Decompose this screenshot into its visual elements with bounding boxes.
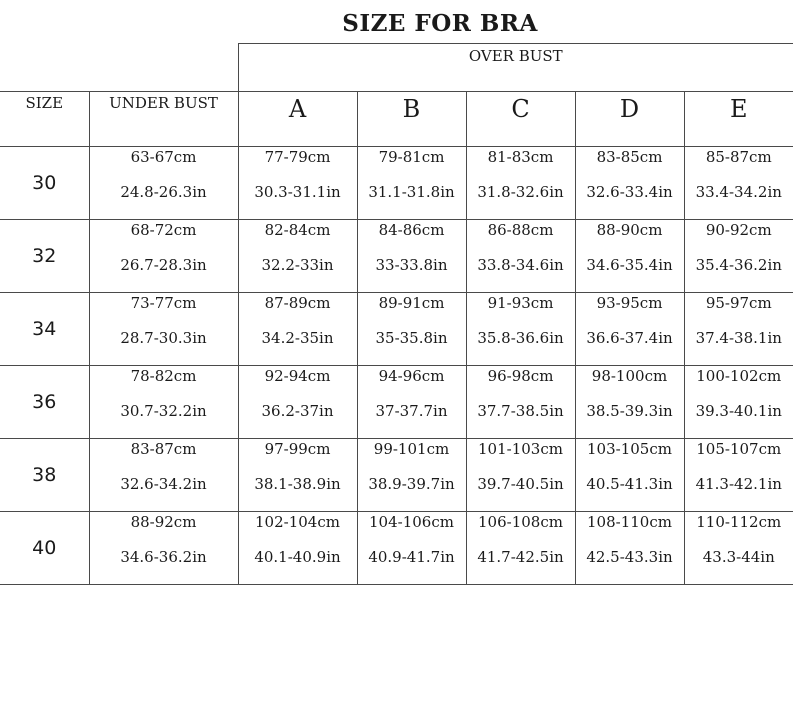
cm-value: 73-77cm [130,294,197,312]
inch-value: 30.3-31.1in [254,183,341,201]
cup-c-cell [466,439,575,512]
cm-value: 103-105cm [587,440,672,458]
inch-value: 43.3-44in [702,548,775,566]
cup-e-cell [684,366,793,439]
cup-header-c: C [466,92,575,147]
cm-value: 108-110cm [587,513,672,531]
over-bust-header-row [0,44,793,92]
under-bust-cell [89,512,238,585]
cm-value: 88-92cm [130,513,197,531]
cm-value: 68-72cm [130,221,197,239]
under-bust-cell [89,220,238,293]
cm-value: 78-82cm [130,367,197,385]
inch-value: 32.6-34.2in [120,475,207,493]
under-bust-cell [89,147,238,220]
cup-d-cell [575,439,684,512]
cup-header-a: A [238,92,357,147]
table-row [0,220,793,293]
cup-e-cell [684,512,793,585]
size-cell: 30 [0,147,89,220]
column-header-row [0,92,793,147]
size-cell: 38 [0,439,89,512]
cup-header-e: E [684,92,793,147]
table-row [0,293,793,366]
cm-value: 85-87cm [705,148,772,166]
cm-value: 100-102cm [696,367,782,385]
cm-value: 96-98cm [487,367,554,385]
cup-d-cell [575,220,684,293]
inch-value: 38.9-39.7in [368,475,455,493]
cm-value: 88-90cm [596,221,663,239]
cm-value: 90-92cm [705,221,772,239]
inch-value: 34.2-35in [261,329,334,347]
inch-value: 33.8-34.6in [477,256,564,274]
cm-value: 99-101cm [373,440,450,458]
empty-corner-cell [0,44,238,92]
inch-value: 32.6-33.4in [586,183,673,201]
bra-size-table [0,43,793,585]
cm-value: 97-99cm [264,440,331,458]
cup-e-cell [684,147,793,220]
inch-value: 37-37.7in [375,402,448,420]
cm-value: 95-97cm [705,294,772,312]
cm-value: 79-81cm [378,148,445,166]
inch-value: 28.7-30.3in [120,329,207,347]
cm-value: 102-104cm [255,513,340,531]
inch-value: 30.7-32.2in [120,402,207,420]
cm-value: 82-84cm [264,221,331,239]
cup-c-cell [466,293,575,366]
cm-value: 105-107cm [696,440,782,458]
cup-b-cell [357,512,466,585]
inch-value: 35.4-36.2in [695,256,782,274]
cup-a-cell [238,220,357,293]
cup-a-cell [238,366,357,439]
under-bust-cell [89,439,238,512]
cm-value: 81-83cm [487,148,554,166]
cup-e-cell [684,439,793,512]
under-bust-cell [89,293,238,366]
cup-d-cell [575,293,684,366]
inch-value: 41.7-42.5in [477,548,564,566]
cup-d-cell [575,512,684,585]
under-bust-header: UNDER BUST [89,92,238,147]
cm-value: 83-87cm [130,440,197,458]
cup-b-cell [357,366,466,439]
cm-value: 94-96cm [378,367,445,385]
cup-d-cell [575,366,684,439]
inch-value: 33-33.8in [375,256,448,274]
cup-a-cell [238,147,357,220]
size-cell: 36 [0,366,89,439]
table-row [0,147,793,220]
cm-value: 89-91cm [378,294,445,312]
inch-value: 24.8-26.3in [120,183,207,201]
size-cell: 34 [0,293,89,366]
inch-value: 36.2-37in [261,402,334,420]
cup-c-cell [466,147,575,220]
cup-a-cell [238,512,357,585]
cup-b-cell [357,293,466,366]
inch-value: 35-35.8in [375,329,448,347]
inch-value: 40.9-41.7in [368,548,455,566]
cm-value: 98-100cm [591,367,668,385]
cm-value: 92-94cm [264,367,331,385]
cup-b-cell [357,439,466,512]
inch-value: 34.6-36.2in [120,548,207,566]
cup-e-cell [684,293,793,366]
cm-value: 91-93cm [487,294,554,312]
size-cell: 32 [0,220,89,293]
inch-value: 41.3-42.1in [695,475,782,493]
cup-b-cell [357,147,466,220]
inch-value: 26.7-28.3in [120,256,207,274]
table-row [0,366,793,439]
inch-value: 38.5-39.3in [586,402,673,420]
inch-value: 31.1-31.8in [368,183,455,201]
table-row [0,439,793,512]
cup-c-cell [466,220,575,293]
inch-value: 42.5-43.3in [586,548,673,566]
inch-value: 39.7-40.5in [477,475,564,493]
cm-value: 93-95cm [596,294,663,312]
cup-header-b: B [357,92,466,147]
cup-c-cell [466,366,575,439]
size-header: SIZE [0,92,89,147]
cm-value: 86-88cm [487,221,554,239]
inch-value: 32.2-33in [261,256,334,274]
inch-value: 37.7-38.5in [477,402,564,420]
table-row [0,512,793,585]
inch-value: 33.4-34.2in [695,183,782,201]
inch-value: 36.6-37.4in [586,329,673,347]
cup-b-cell [357,220,466,293]
inch-value: 34.6-35.4in [586,256,673,274]
inch-value: 37.4-38.1in [695,329,782,347]
cm-value: 106-108cm [478,513,563,531]
inch-value: 31.8-32.6in [477,183,564,201]
cm-value: 87-89cm [264,294,331,312]
inch-value: 40.1-40.9in [254,548,341,566]
inch-value: 35.8-36.6in [477,329,564,347]
cm-value: 110-112cm [696,513,782,531]
cup-header-d: D [575,92,684,147]
page-title: SIZE FOR BRA [342,10,538,37]
cm-value: 104-106cm [369,513,454,531]
cm-value: 101-103cm [478,440,563,458]
under-bust-cell [89,366,238,439]
cm-value: 83-85cm [596,148,663,166]
cm-value: 77-79cm [264,148,331,166]
cup-a-cell [238,439,357,512]
inch-value: 38.1-38.9in [254,475,341,493]
cup-c-cell [466,512,575,585]
cup-d-cell [575,147,684,220]
over-bust-header: OVER BUST [238,44,793,92]
cm-value: 63-67cm [130,148,197,166]
cm-value: 84-86cm [378,221,445,239]
inch-value: 40.5-41.3in [586,475,673,493]
size-cell: 40 [0,512,89,585]
cup-a-cell [238,293,357,366]
cup-e-cell [684,220,793,293]
inch-value: 39.3-40.1in [695,402,782,420]
